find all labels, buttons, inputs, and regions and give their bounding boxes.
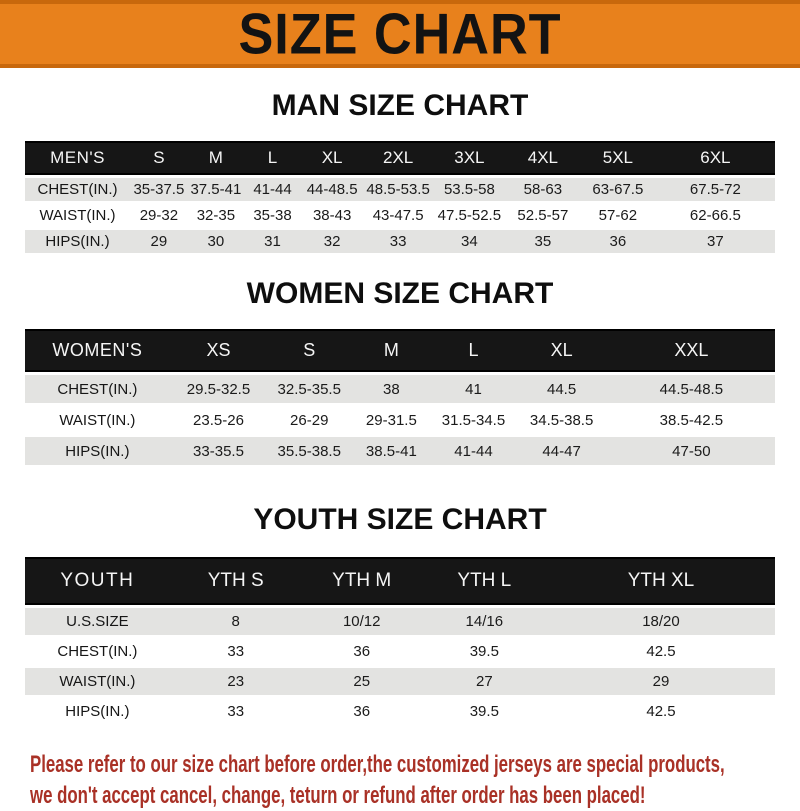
size-cell: 33-35.5 <box>170 437 268 465</box>
youth-table-label: YOUTH <box>25 557 170 605</box>
size-col-header: XS <box>170 329 268 372</box>
size-col-header: M <box>351 329 431 372</box>
women-header-row <box>25 329 775 372</box>
size-cell: 44-48.5 <box>301 178 363 201</box>
size-cell: 29.5-32.5 <box>170 375 268 403</box>
row-label: WAIST(IN.) <box>25 668 170 695</box>
size-cell: 41 <box>431 375 515 403</box>
size-col-header: S <box>267 329 351 372</box>
size-cell: 36 <box>302 698 422 725</box>
women-table-label: WOMEN'S <box>25 329 170 372</box>
youth-header-row <box>25 557 775 605</box>
size-col-header: 5XL <box>580 141 656 175</box>
size-col-header: 3XL <box>433 141 506 175</box>
row-label: WAIST(IN.) <box>25 204 130 227</box>
size-col-header: YTH L <box>422 557 547 605</box>
size-col-header: S <box>130 141 188 175</box>
size-cell: 38-43 <box>301 204 363 227</box>
size-cell: 10/12 <box>302 608 422 635</box>
size-cell: 33 <box>363 230 433 253</box>
size-cell: 31 <box>244 230 301 253</box>
size-cell: 44.5 <box>515 375 607 403</box>
size-cell: 42.5 <box>547 698 775 725</box>
size-col-header: YTH S <box>170 557 302 605</box>
size-cell: 58-63 <box>506 178 580 201</box>
size-cell: 41-44 <box>244 178 301 201</box>
women-hips-row <box>25 437 775 465</box>
size-cell: 29-32 <box>130 204 188 227</box>
size-cell: 39.5 <box>422 698 547 725</box>
footer-line-1: Please refer to our size chart before order,the customized jerseys are special products, <box>30 751 725 778</box>
size-cell: 43-47.5 <box>363 204 433 227</box>
size-cell: 38.5-42.5 <box>608 406 775 434</box>
men-header-row <box>25 141 775 175</box>
banner-title: SIZE CHART <box>238 1 562 66</box>
size-col-header: XXL <box>608 329 775 372</box>
row-label: CHEST(IN.) <box>25 178 130 201</box>
size-cell: 32 <box>301 230 363 253</box>
women-section-title: WOMEN SIZE CHART <box>246 277 554 310</box>
section-youth <box>0 503 800 728</box>
size-cell: 33 <box>170 698 302 725</box>
size-cell: 34.5-38.5 <box>515 406 607 434</box>
size-col-header: YTH M <box>302 557 422 605</box>
size-col-header: L <box>244 141 301 175</box>
size-col-header: 2XL <box>363 141 433 175</box>
size-cell: 30 <box>188 230 244 253</box>
size-cell: 29 <box>547 668 775 695</box>
size-cell: 18/20 <box>547 608 775 635</box>
size-cell: 23.5-26 <box>170 406 268 434</box>
row-label: U.S.SIZE <box>25 608 170 635</box>
youth-ussize-row <box>25 608 775 635</box>
men-waist-row <box>25 204 775 227</box>
section-man <box>0 89 800 256</box>
size-cell: 36 <box>580 230 656 253</box>
men-hips-row <box>25 230 775 253</box>
size-col-header: XL <box>515 329 607 372</box>
row-label: HIPS(IN.) <box>25 437 170 465</box>
size-col-header: M <box>188 141 244 175</box>
row-label: HIPS(IN.) <box>25 230 130 253</box>
row-label: HIPS(IN.) <box>25 698 170 725</box>
size-cell: 31.5-34.5 <box>431 406 515 434</box>
size-cell: 29-31.5 <box>351 406 431 434</box>
size-cell: 57-62 <box>580 204 656 227</box>
size-cell: 38.5-41 <box>351 437 431 465</box>
man-section-title: MAN SIZE CHART <box>271 89 529 122</box>
size-col-header: XL <box>301 141 363 175</box>
size-cell: 34 <box>433 230 506 253</box>
size-cell: 63-67.5 <box>580 178 656 201</box>
size-cell: 44.5-48.5 <box>608 375 775 403</box>
size-cell: 35.5-38.5 <box>267 437 351 465</box>
size-cell: 32-35 <box>188 204 244 227</box>
size-cell: 14/16 <box>422 608 547 635</box>
size-cell: 8 <box>170 608 302 635</box>
size-col-header: YTH XL <box>547 557 775 605</box>
size-col-header: 6XL <box>656 141 775 175</box>
size-col-header: L <box>431 329 515 372</box>
men-size-table <box>25 138 775 256</box>
size-cell: 29 <box>130 230 188 253</box>
men-chest-row <box>25 178 775 201</box>
youth-waist-row <box>25 668 775 695</box>
size-cell: 35 <box>506 230 580 253</box>
size-col-header: 4XL <box>506 141 580 175</box>
size-cell: 42.5 <box>547 638 775 665</box>
size-cell: 27 <box>422 668 547 695</box>
size-cell: 33 <box>170 638 302 665</box>
size-cell: 48.5-53.5 <box>363 178 433 201</box>
size-cell: 52.5-57 <box>506 204 580 227</box>
size-cell: 47-50 <box>608 437 775 465</box>
size-cell: 53.5-58 <box>433 178 506 201</box>
footer-line-2: we don't accept cancel, change, teturn or refund after order has been placed! <box>30 782 646 809</box>
row-label: CHEST(IN.) <box>25 638 170 665</box>
size-cell: 37 <box>656 230 775 253</box>
size-cell: 37.5-41 <box>188 178 244 201</box>
women-size-table <box>25 326 775 468</box>
banner <box>0 0 800 68</box>
youth-chest-row <box>25 638 775 665</box>
size-cell: 36 <box>302 638 422 665</box>
size-cell: 23 <box>170 668 302 695</box>
youth-hips-row <box>25 698 775 725</box>
size-cell: 35-38 <box>244 204 301 227</box>
size-cell: 26-29 <box>267 406 351 434</box>
size-cell: 35-37.5 <box>130 178 188 201</box>
size-cell: 67.5-72 <box>656 178 775 201</box>
size-cell: 41-44 <box>431 437 515 465</box>
section-women <box>0 277 800 468</box>
size-cell: 32.5-35.5 <box>267 375 351 403</box>
row-label: CHEST(IN.) <box>25 375 170 403</box>
women-chest-row <box>25 375 775 403</box>
row-label: WAIST(IN.) <box>25 406 170 434</box>
size-cell: 47.5-52.5 <box>433 204 506 227</box>
size-cell: 25 <box>302 668 422 695</box>
women-waist-row <box>25 406 775 434</box>
youth-section-title: YOUTH SIZE CHART <box>253 503 547 536</box>
size-cell: 39.5 <box>422 638 547 665</box>
size-cell: 44-47 <box>515 437 607 465</box>
size-cell: 38 <box>351 375 431 403</box>
size-cell: 62-66.5 <box>656 204 775 227</box>
youth-size-table <box>25 554 775 728</box>
footer-note <box>30 749 800 811</box>
men-table-label: MEN'S <box>25 141 130 175</box>
